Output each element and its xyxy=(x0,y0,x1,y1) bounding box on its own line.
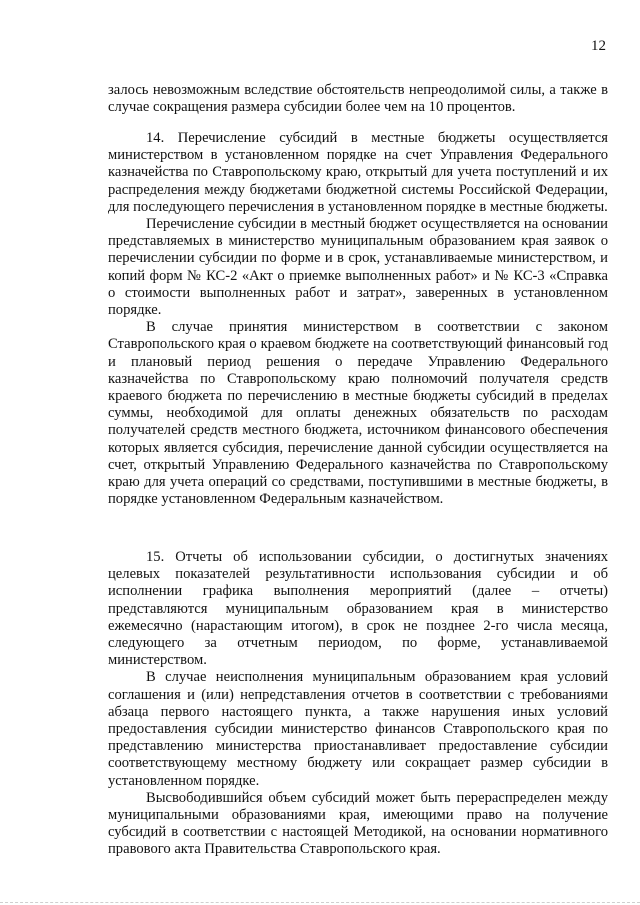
section-15 xyxy=(108,549,608,859)
section-14 xyxy=(108,130,608,508)
section-15-paragraph-3: Высвободившийся объем субсидий может быть перераспределен между муниципальными образованиями края, имеющими право на получение субсидий в соответствии с настоящей Методикой, на основании нормативного правового акта Правительства Ставропольского края. xyxy=(108,789,608,858)
page-number: 12 xyxy=(591,38,606,54)
section-14-paragraph-3: В случае принятия министерством в соответствии с законом Ставропольского края о краевом бюджете на соответствующий финансовый год и плановый период решения о передаче Управлению Федерального казначейства по Ставропольскому краю полномочий получателя средств краевого бюджета по перечислению в местные бюджеты субсидий в пределах суммы, необходимой для оплаты денежных обязательств по расходам получателей средств местного бюджета, источником финансового обеспечения которых является субсидия, перечисление данной субсидии осуществляется на счет, открытый Управлению Федерального казначейства по Ставропольскому краю для учета операций со средствами, поступившими в местные бюджеты, в порядке установленном Федеральным казначейством. xyxy=(108,319,608,508)
continuation-block xyxy=(108,82,608,116)
section-14-paragraph-2: Перечисление субсидии в местный бюджет осуществляется на основании представляемых в министерство муниципальным образованием края заявок о перечислении субсидии по форме и в срок, устанавливаемые министерством, и копий форм № КС-2 «Акт о приемке выполненных работ» и № КС-3 «Справка о стоимости выполненных работ и затрат», заверенных в установленном порядке. xyxy=(108,216,608,319)
section-14-paragraph-1: 14. Перечисление субсидий в местные бюджеты осуществляется министерством в установленном порядке на счет Управления Федерального казначейства по Ставропольскому краю, открытый для учета поступлений и их распределения между бюджетами бюджетной системы Российской Федерации, для последующего перечисления в установленном порядке в местные бюджеты. xyxy=(108,130,608,215)
section-15-paragraph-2: В случае неисполнения муниципальным образованием края условий соглашения и (или) непредставления отчетов в соответствии с требованиями абзаца первого настоящего пункта, а также нарушения иных условий предоставления субсидии министерство финансов Ставропольского края по представлению министерства приостанавливает предоставление субсидии соответствующему местному бюджету или сокращает размер субсидии в установленном порядке. xyxy=(108,669,608,789)
scan-edge-line xyxy=(0,902,640,903)
section-15-paragraph-1: 15. Отчеты об использовании субсидии, о достигнутых значениях целевых показателей результативности использования субсидии и об исполнении графика выполнения мероприятий (далее – отчеты) представляются муниципальным образованием края в министерство ежемесячно (нарастающим итогом), в срок не позднее 2-го числа месяца, следующего за отчетным периодом, по форме, устанавливаемой министерством. xyxy=(108,549,608,669)
continuation-paragraph: залось невозможным вследствие обстоятельств непреодолимой силы, а также в случае сокращения размера субсидии более чем на 10 процентов. xyxy=(108,82,608,116)
